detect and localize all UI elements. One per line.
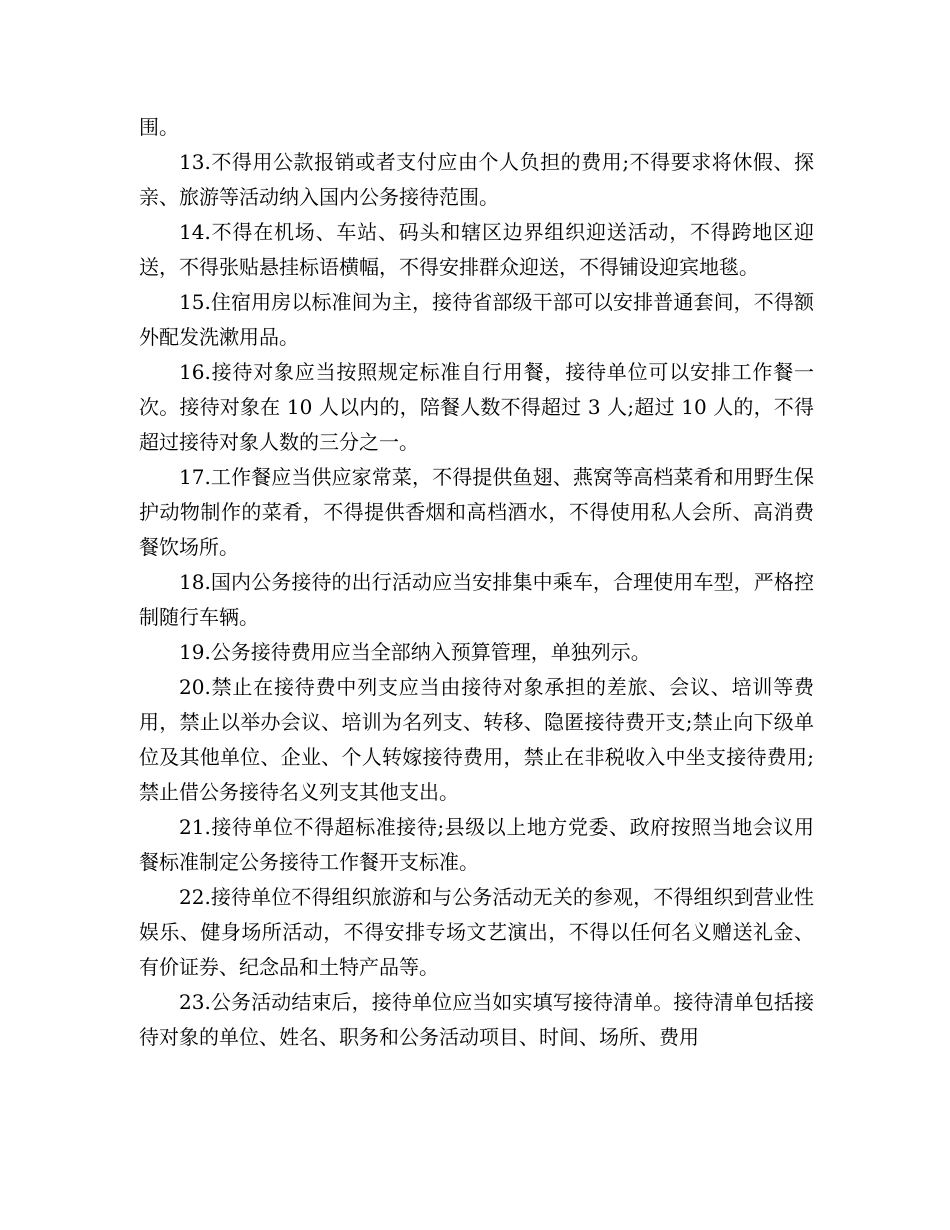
paragraph-item-14: 14.不得在机场、车站、码头和辖区边界组织迎送活动，不得跨地区迎送，不得张贴悬挂标语横幅，不得安排群众迎送，不得铺设迎宾地毯。 — [139, 220, 814, 279]
paragraph-item-23: 23.公务活动结束后，接待单位应当如实填写接待清单。接待清单包括接待对象的单位、姓名、职务和公务活动项目、时间、场所、费用 — [139, 990, 814, 1049]
paragraph-item-18: 18.国内公务接待的出行活动应当安排集中乘车，合理使用车型，严格控制随行车辆。 — [139, 570, 814, 629]
paragraph-item-20: 20.禁止在接待费中列支应当由接待对象承担的差旅、会议、培训等费用，禁止以举办会议、培训为名列支、转移、隐匿接待费开支;禁止向下级单位及其他单位、企业、个人转嫁接待费用，禁止在非税收入中坐支接待费用;禁止借公务接待名义列支其他支出。 — [139, 675, 814, 804]
document-body — [139, 110, 814, 1055]
paragraph-item-19: 19.公务接待费用应当全部纳入预算管理，单独列示。 — [179, 640, 651, 664]
paragraph-item-22: 22.接待单位不得组织旅游和与公务活动无关的参观，不得组织到营业性娱乐、健身场所活动，不得安排专场文艺演出，不得以任何名义赠送礼金、有价证券、纪念品和土特产品等。 — [139, 885, 814, 979]
paragraph-item-16: 16.接待对象应当按照规定标准自行用餐，接待单位可以安排工作餐一次。接待对象在 10 人以内的，陪餐人数不得超过 3 人;超过 10 人的，不得超过接待对象人数的三分之一。 — [139, 360, 814, 454]
paragraph-item-13: 13.不得用公款报销或者支付应由个人负担的费用;不得要求将休假、探亲、旅游等活动纳入国内公务接待范围。 — [139, 150, 814, 209]
paragraph-continuation: 围。 — [139, 115, 179, 139]
paragraph-item-21: 21.接待单位不得超标准接待;县级以上地方党委、政府按照当地会议用餐标准制定公务接待工作餐开支标准。 — [139, 815, 814, 874]
paragraph-item-17: 17.工作餐应当供应家常菜，不得提供鱼翅、燕窝等高档菜肴和用野生保护动物制作的菜肴，不得提供香烟和高档酒水，不得使用私人会所、高消费餐饮场所。 — [139, 465, 814, 559]
paragraph-item-15: 15.住宿用房以标准间为主，接待省部级干部可以安排普通套间，不得额外配发洗漱用品。 — [139, 290, 814, 349]
